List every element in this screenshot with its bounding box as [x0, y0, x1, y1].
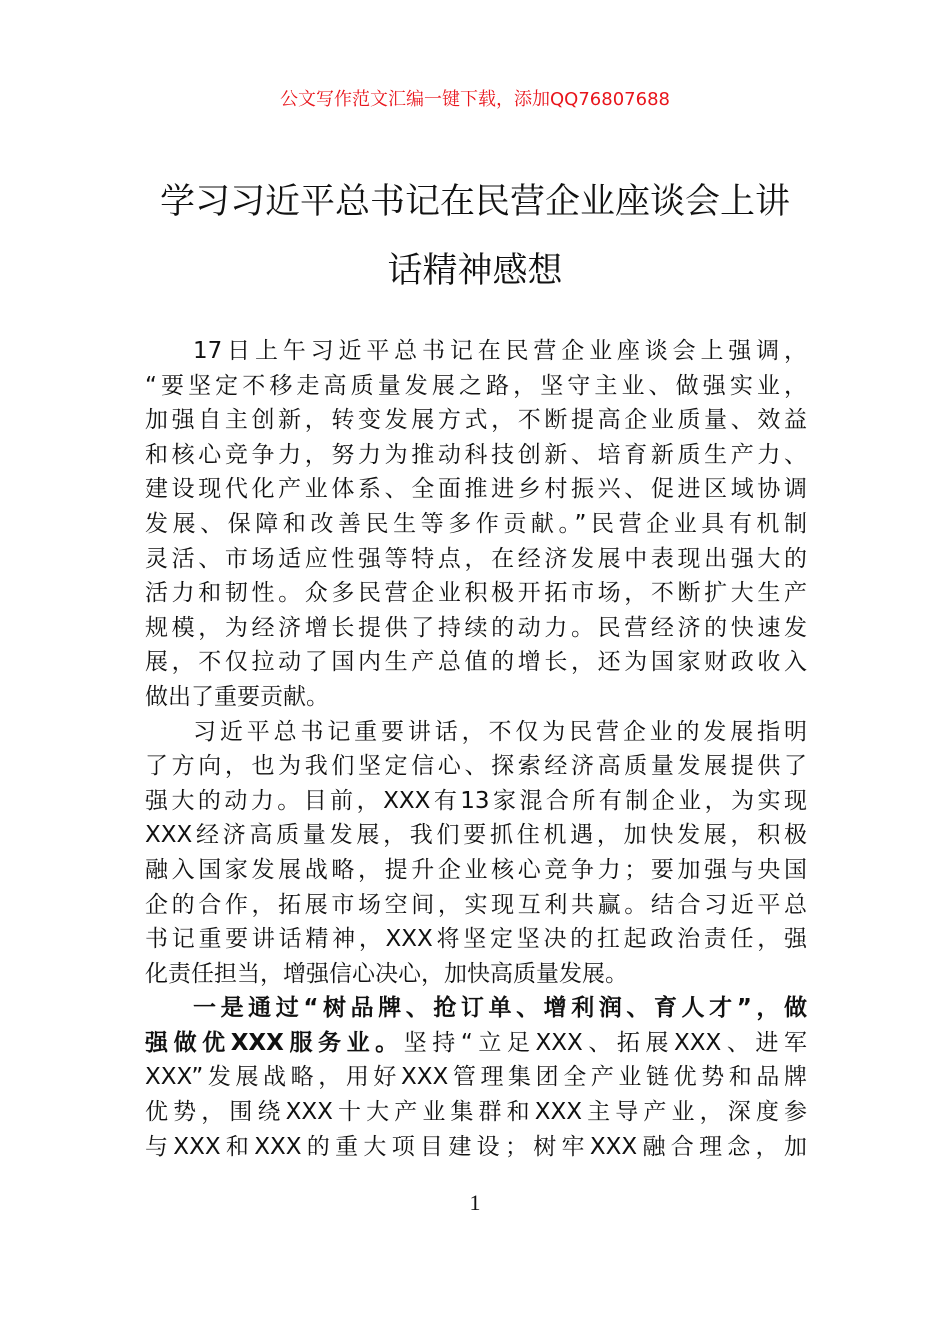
paragraph-line: 灵活、市场适应性强等特点，在经济发展中表现出强大的	[145, 545, 807, 572]
paragraph-line: 书记重要讲话精神，XXX将坚定坚决的扛起政治责任，强	[145, 926, 807, 953]
paragraph-line: XXX经济高质量发展，我们要抓住机遇，加快发展，积极	[145, 822, 807, 849]
paragraph-line-bold-heading: 一是通过“树品牌、抢订单、增利润、育人才”，做	[193, 995, 807, 1022]
paragraph-line: 融入国家发展战略，提升企业核心竞争力；要加强与央国	[145, 856, 807, 883]
header-watermark-text: 公文写作范文汇编一键下载，添加QQ76807688	[280, 89, 670, 110]
paragraph-1	[145, 334, 807, 715]
document-title-line-1: 学习习近平总书记在民营企业座谈会上讲	[159, 182, 790, 222]
paragraph-line: 加强自主创新，转变发展方式，不断提高企业质量、效益	[145, 407, 807, 434]
paragraph-line: 活力和韧性。众多民营企业积极开拓市场，不断扩大生产	[145, 580, 807, 607]
paragraph-line: “要坚定不移走高质量发展之路，坚守主业、做强实业，	[145, 372, 807, 399]
paragraph-line: 建设现代化产业体系、全面推进乡村振兴、促进区域协调	[145, 476, 807, 503]
paragraph-line: 优势，围绕XXX十大产业集群和XXX主导产业，深度参	[145, 1099, 807, 1126]
paragraph-line: 做出了重要贡献。	[145, 683, 329, 710]
paragraph-3	[145, 991, 807, 1164]
bold-heading-end: 强做优XXX服务业。	[145, 1029, 404, 1056]
paragraph-line: 规模，为经济增长提供了持续的动力。民营经济的快速发	[145, 614, 807, 641]
paragraph-line: 发展、保障和改善民生等多作贡献。”民营企业具有机制	[145, 510, 807, 537]
paragraph-line: XXX”发展战略，用好XXX管理集团全产业链优势和品牌	[145, 1064, 807, 1091]
paragraph-line: 17日上午习近平总书记在民营企业座谈会上强调，	[193, 338, 807, 364]
paragraph-line: 和核心竞争力，努力为推动科技创新、培育新质生产力、	[145, 441, 807, 468]
paragraph-line: 了方向，也为我们坚定信心、探索经济高质量发展提供了	[145, 753, 807, 780]
paragraph-line-rest: 坚持“立足XXX、拓展XXX、进军	[403, 1029, 807, 1056]
paragraph-2	[145, 715, 807, 992]
paragraph-line: 习近平总书记重要讲话，不仅为民营企业的发展指明	[193, 718, 807, 745]
paragraph-line: 强大的动力。目前，XXX有13家混合所有制企业，为实现	[145, 787, 807, 814]
paragraph-line: 企的合作，拓展市场空间，实现互利共赢。结合习近平总	[145, 891, 807, 918]
document-title-line-2: 话精神感想	[387, 251, 563, 291]
paragraph-line	[145, 1026, 807, 1061]
paragraph-line: 化责任担当，增强信心决心，加快高质量发展。	[145, 960, 628, 987]
paragraph-line: 展，不仅拉动了国内生产总值的增长，还为国家财政收入	[145, 649, 807, 676]
document-body	[145, 334, 807, 1164]
page-number: 1	[469, 1190, 481, 1215]
paragraph-line: 与XXX和XXX的重大项目建设；树牢XXX融合理念，加	[145, 1133, 807, 1160]
